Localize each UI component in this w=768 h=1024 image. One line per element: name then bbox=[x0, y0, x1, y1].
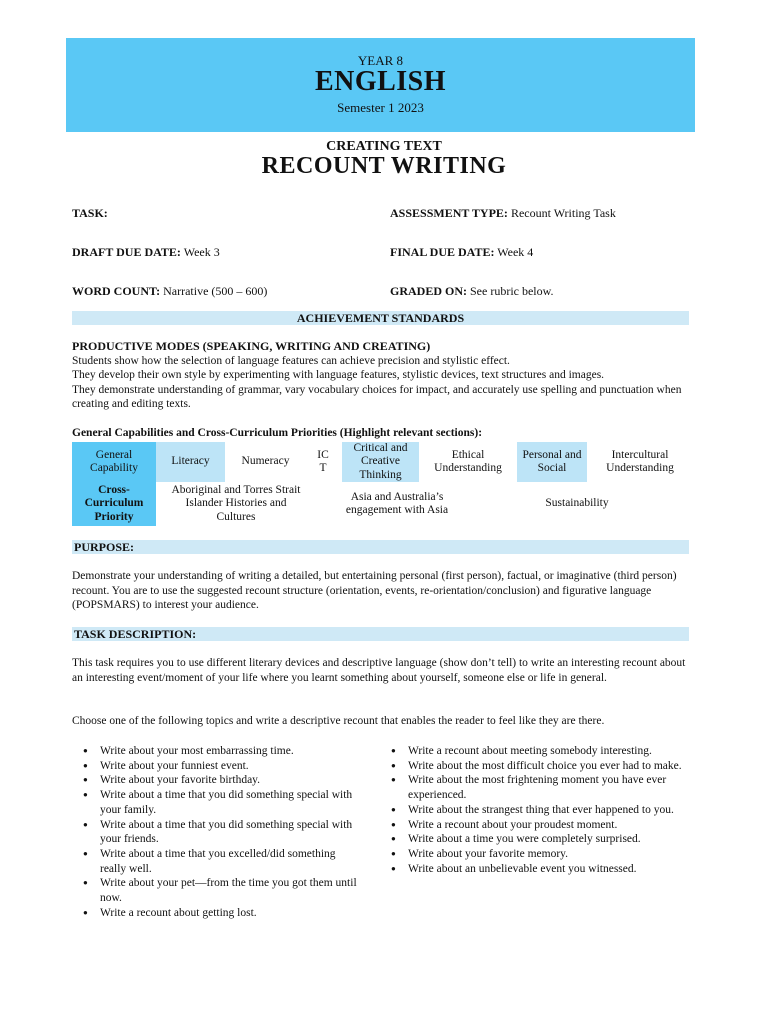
assessment-type-label: ASSESSMENT TYPE: bbox=[390, 206, 508, 220]
year-level: YEAR 8 bbox=[357, 53, 404, 68]
list-item: ● Write about a time that you excelled/did something really well. bbox=[74, 847, 364, 876]
assessment-type-value: Recount Writing Task bbox=[510, 206, 616, 220]
achievement-line: They develop their own style by experimenting with language features, stylistic devices, text structures and images. bbox=[72, 369, 605, 382]
general-capability-header: General Capability bbox=[72, 442, 156, 482]
capability-personal-social: Personal and Social bbox=[517, 442, 587, 482]
list-item: ● Write about the most frightening moment you have ever experienced. bbox=[382, 773, 682, 802]
capability-literacy: Literacy bbox=[156, 442, 225, 482]
achievement-standards-bar: ACHIEVEMENT STANDARDS bbox=[72, 311, 689, 325]
final-due-value: Week 4 bbox=[497, 245, 534, 259]
purpose-text: Demonstrate your understanding of writing a detailed, but entertaining personal (first person), factual, or imaginative (third person) recount. You are to use the suggested recount structure (orientation, events, re-orientation/conclusion) and figurative language (POPSMARS) to interest your audience. bbox=[72, 570, 677, 612]
productive-modes-title: PRODUCTIVE MODES (SPEAKING, WRITING AND CREATING) bbox=[72, 339, 431, 353]
topic-list-right bbox=[382, 744, 682, 876]
task-label: TASK: bbox=[72, 206, 108, 220]
capabilities-title: General Capabilities and Cross-Curriculum Priorities (Highlight relevant sections): bbox=[72, 427, 483, 439]
task-field bbox=[72, 206, 108, 221]
list-item: ● Write about your favorite memory. bbox=[382, 847, 682, 862]
draft-due-field bbox=[72, 245, 220, 260]
draft-due-value: Week 3 bbox=[183, 245, 220, 259]
list-item: ● Write about your favorite birthday. bbox=[74, 773, 364, 788]
semester-label: Semester 1 2023 bbox=[337, 100, 424, 115]
list-item: ● Write about your pet—from the time you got them until now. bbox=[74, 876, 364, 905]
word-count-label: WORD COUNT: bbox=[72, 284, 161, 298]
capability-ict: IC T bbox=[317, 448, 329, 474]
final-due-label: FINAL DUE DATE: bbox=[390, 245, 495, 259]
capabilities-table bbox=[72, 442, 689, 526]
priority-aboriginal-torres-strait: Aboriginal and Torres Strait Islander Histories and Cultures bbox=[171, 483, 301, 523]
list-item: ● Write about the most difficult choice you ever had to make. bbox=[382, 759, 682, 774]
list-item: ● Write a recount about meeting somebody interesting. bbox=[382, 744, 682, 759]
graded-on-value: See rubric below. bbox=[470, 284, 554, 298]
word-count-field bbox=[72, 284, 267, 299]
header-banner bbox=[66, 38, 695, 132]
word-count-value: Narrative (500 – 600) bbox=[163, 284, 268, 298]
list-item: ● Write about your most embarrassing time. bbox=[74, 744, 364, 759]
list-item: ● Write a recount about your proudest moment. bbox=[382, 818, 682, 833]
achievement-line: Students show how the selection of language features can achieve precision and stylistic effect. bbox=[72, 354, 510, 367]
list-item: ● Write about a time that you did something special with your family. bbox=[74, 788, 364, 817]
list-item: ● Write about your funniest event. bbox=[74, 759, 364, 774]
list-item: ● Write about a time that you did something special with your friends. bbox=[74, 818, 364, 847]
final-due-field bbox=[390, 245, 533, 260]
achievement-standards-section bbox=[72, 339, 697, 412]
list-item: ● Write about an unbelievable event you witnessed. bbox=[382, 862, 682, 877]
cross-curriculum-priority-header: Cross-Curriculum Priority bbox=[72, 482, 156, 526]
task-description-text: This task requires you to use different literary devices and descriptive language (show don’t tell) to write an interesting recount about an interesting event/moment of your life where you learnt something about yourself, someone else or life in general. bbox=[72, 657, 686, 684]
topic-instruction-text: Choose one of the following topics and write a descriptive recount that enables the reader to feel like they are there. bbox=[72, 715, 605, 727]
list-item: ● Write a recount about getting lost. bbox=[74, 906, 364, 921]
subject-title: ENGLISH bbox=[314, 66, 447, 97]
assessment-type-field bbox=[390, 206, 616, 221]
capability-ethical-understanding: Ethical Understanding bbox=[434, 448, 502, 474]
list-item: ● Write about a time you were completely surprised. bbox=[382, 832, 682, 847]
graded-on-field bbox=[390, 284, 554, 299]
graded-on-label: GRADED ON: bbox=[390, 284, 467, 298]
task-description-bar: TASK DESCRIPTION: bbox=[72, 627, 689, 641]
document-title: RECOUNT WRITING bbox=[261, 153, 507, 179]
priority-asia-australia: Asia and Australia’s engagement with Asia bbox=[345, 490, 449, 516]
list-item: ● Write about the strangest thing that ever happened to you. bbox=[382, 803, 682, 818]
capability-intercultural-understanding: Intercultural Understanding bbox=[606, 448, 674, 474]
achievement-line: They demonstrate understanding of grammar, vary vocabulary choices for impact, and accurately use spelling and punctuation when creating and editing texts. bbox=[72, 383, 682, 411]
priority-sustainability: Sustainability bbox=[545, 497, 609, 510]
topic-list-left bbox=[74, 744, 364, 920]
capability-numeracy: Numeracy bbox=[241, 455, 290, 468]
capability-critical-creative-thinking: Critical and Creative Thinking bbox=[342, 442, 419, 482]
purpose-bar: PURPOSE: bbox=[72, 540, 689, 554]
document-subheading: CREATING TEXT bbox=[326, 139, 442, 154]
draft-due-label: DRAFT DUE DATE: bbox=[72, 245, 181, 259]
